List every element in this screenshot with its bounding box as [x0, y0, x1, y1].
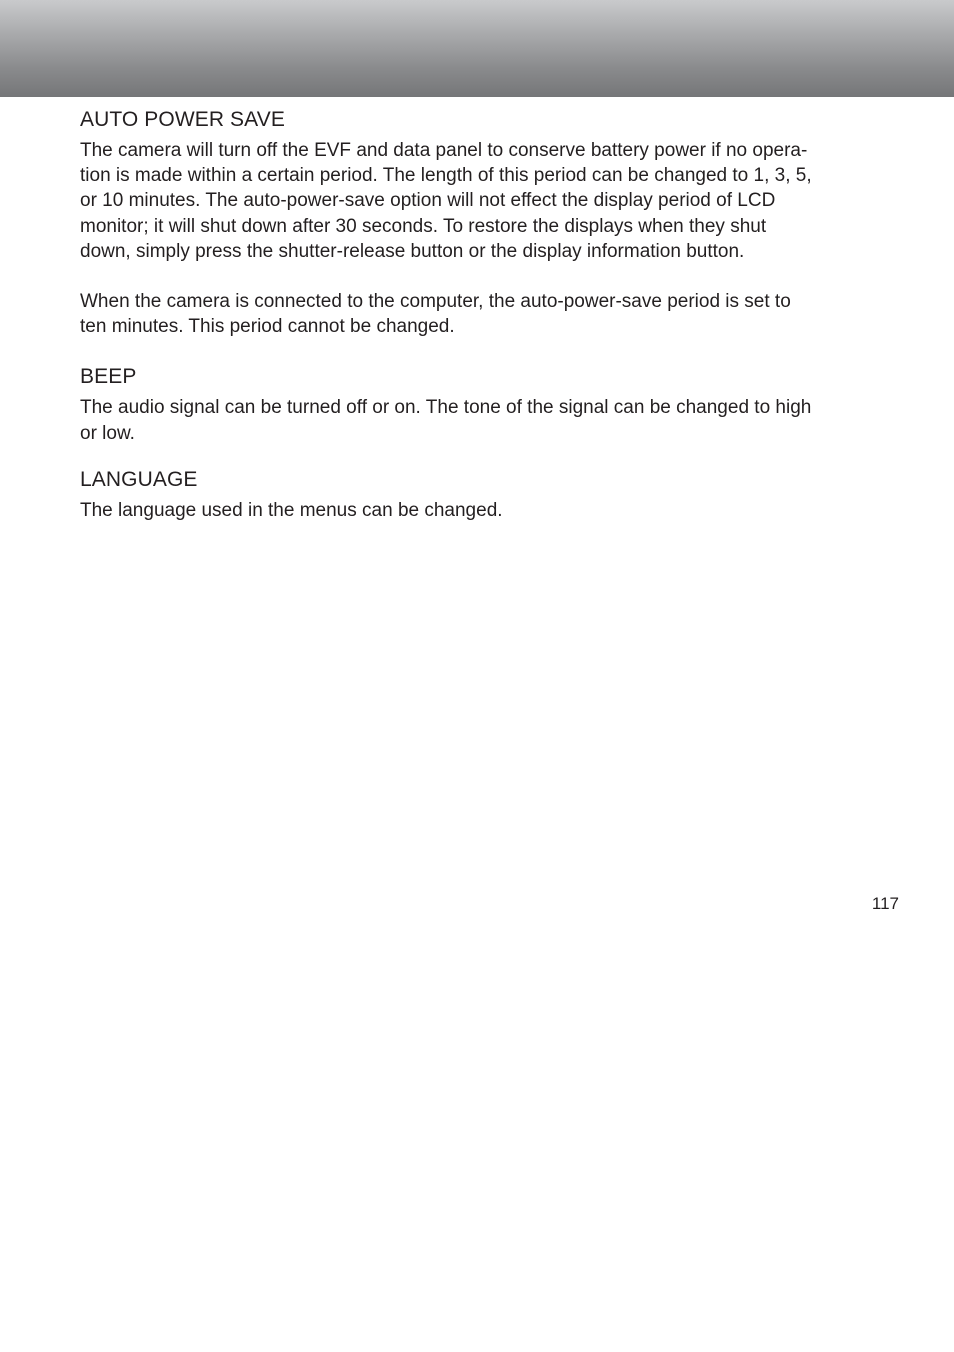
section-auto-power-save: [80, 106, 902, 339]
section-title: BEEP: [80, 365, 137, 389]
body-paragraph: The language used in the menus can be changed.: [80, 499, 503, 521]
body-paragraph: The camera will turn off the EVF and data panel to conserve battery power if no opera- tion is made within a certain period. The length of this period can be changed to 1, 3, 5, or 10 minutes. The auto-power-save option will not effect the display period of LCD monitor; it will shut down after 30 seconds. To restore the displays when they shut down, simply press the shutter-release button or the display information button.: [80, 140, 812, 262]
page-number: 117: [871, 894, 899, 913]
section-title: AUTO POWER SAVE: [80, 108, 285, 131]
section-title: LANGUAGE: [80, 467, 198, 491]
header-band: [0, 0, 954, 97]
section-beep: [80, 363, 902, 445]
body-paragraph: The audio signal can be turned off or on. The tone of the signal can be changed to high or low.: [80, 397, 812, 444]
body-paragraph: When the camera is connected to the computer, the auto-power-save period is set to ten minutes. This period cannot be changed.: [80, 291, 791, 338]
section-language: [80, 466, 902, 523]
page-content: [80, 106, 902, 523]
